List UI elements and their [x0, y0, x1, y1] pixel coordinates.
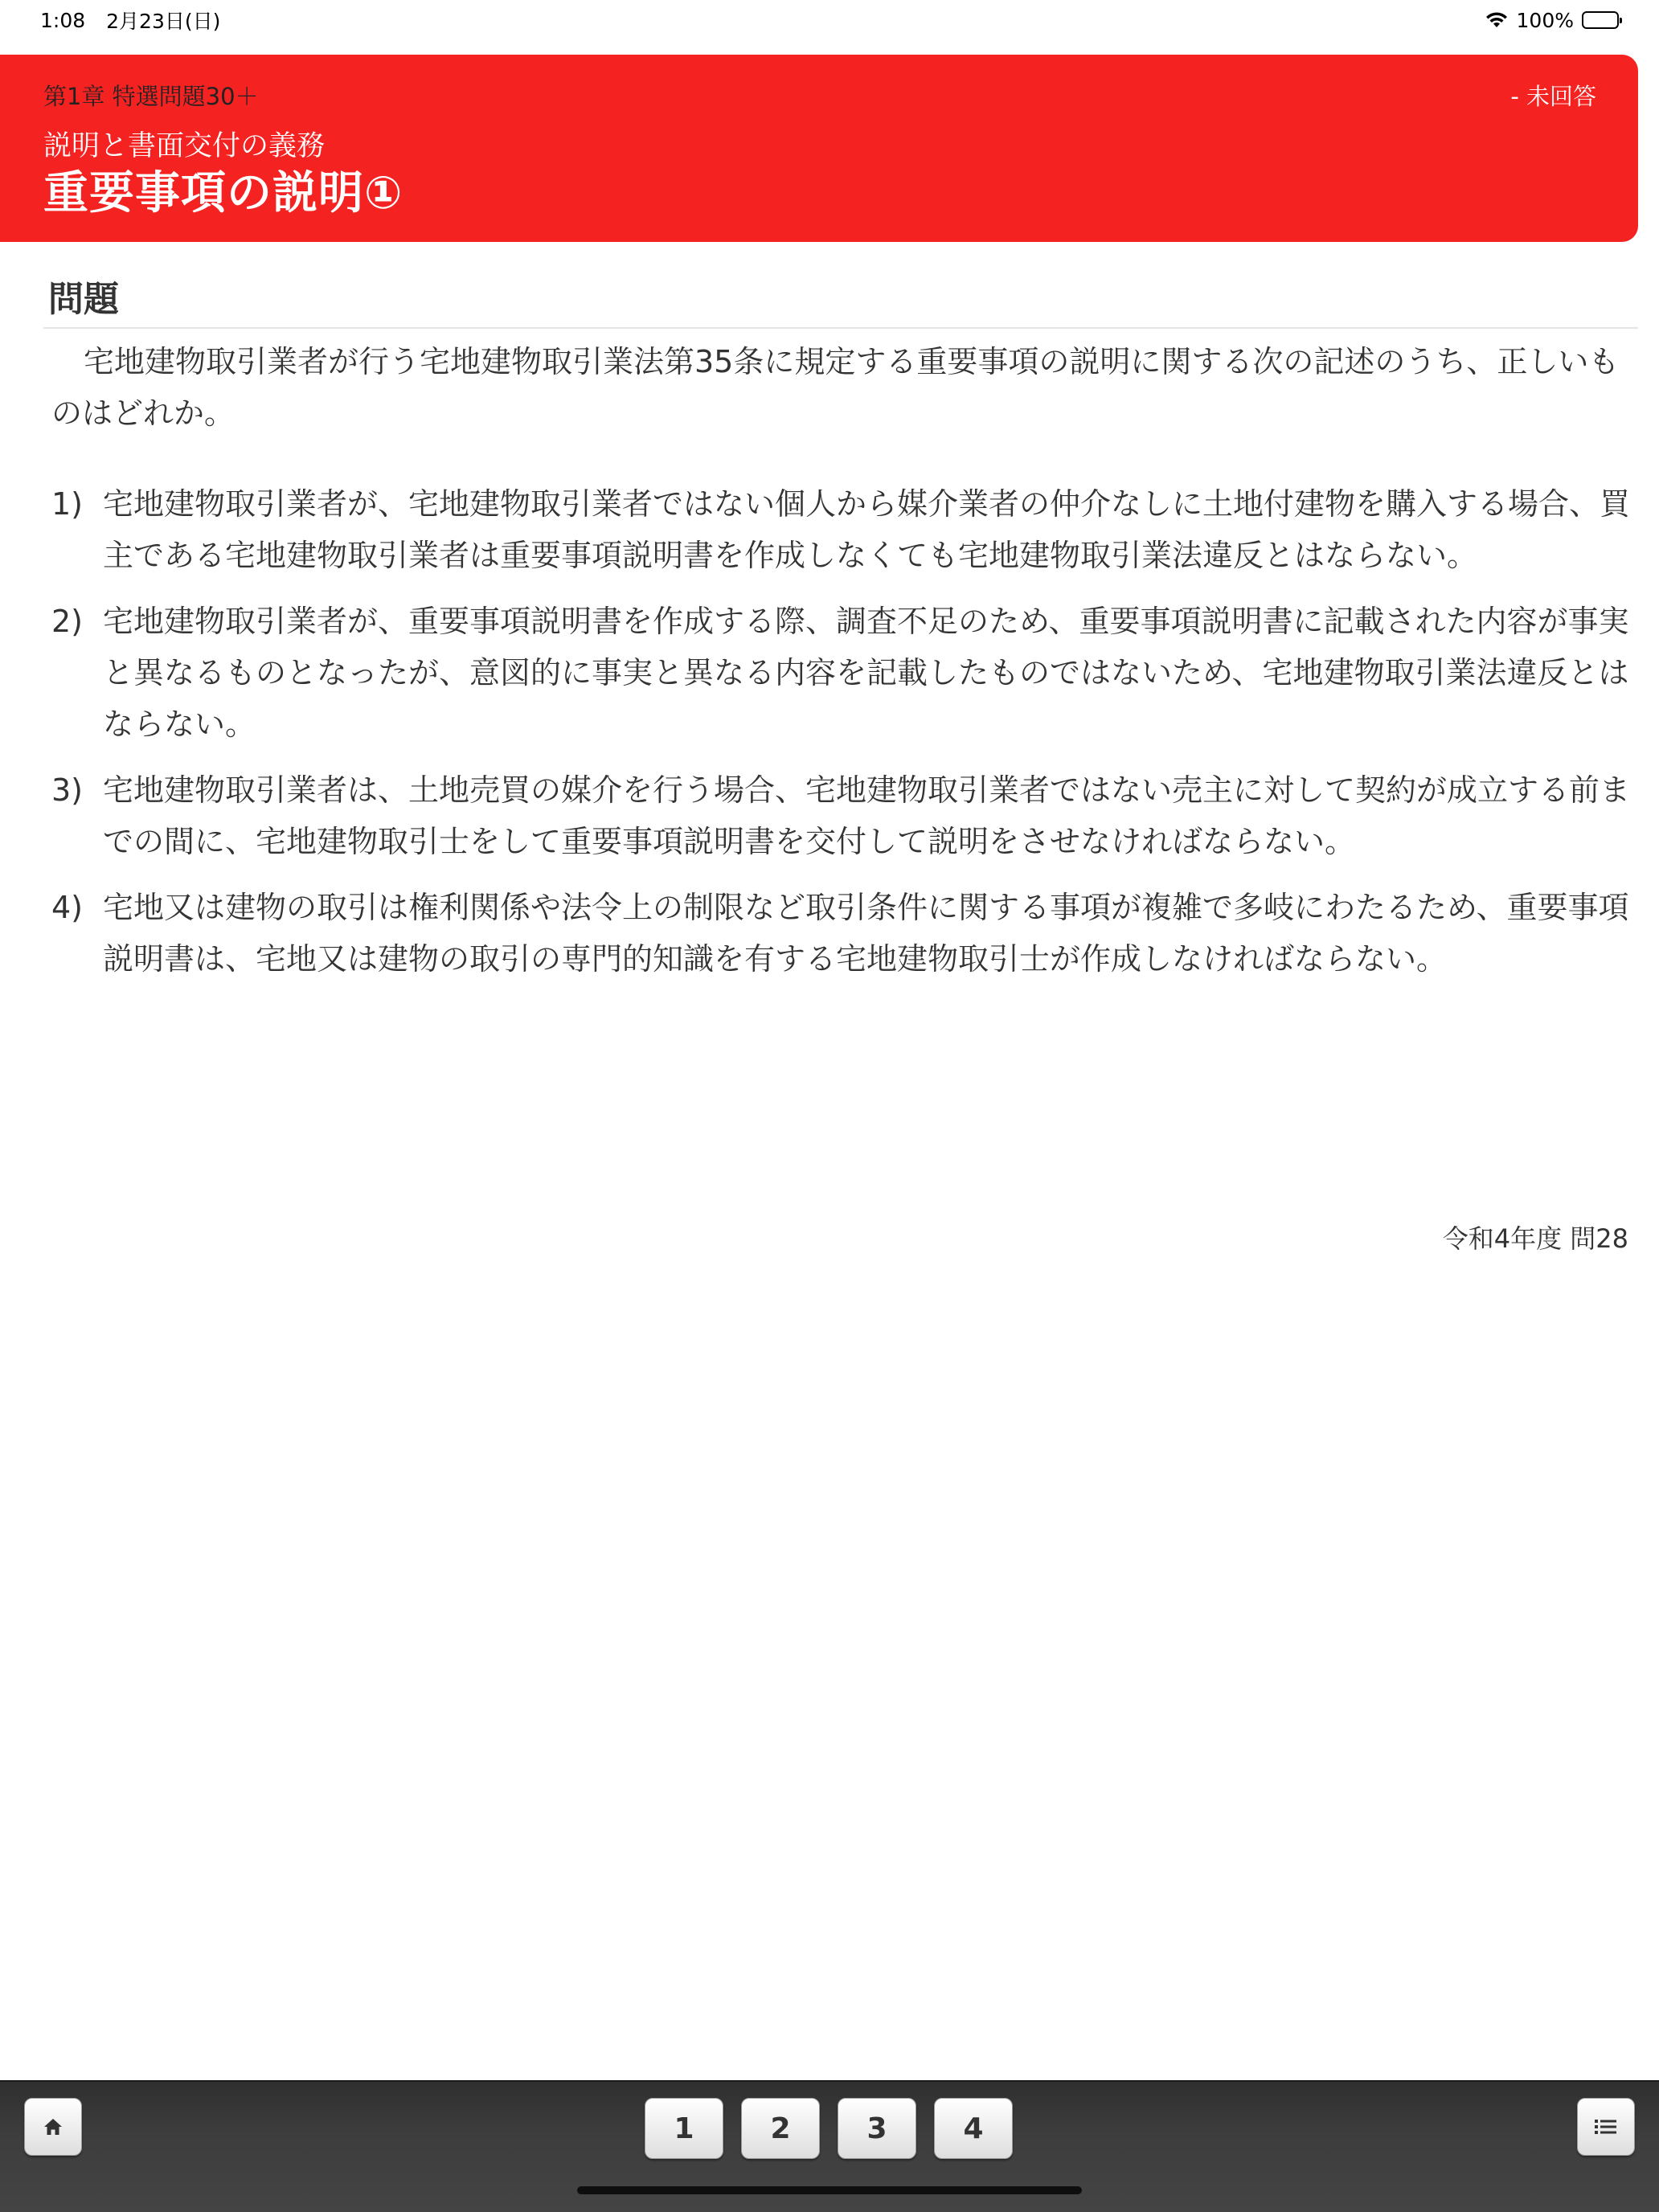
choice-item [51, 596, 1635, 750]
section-heading: 問題 [48, 279, 119, 320]
list-button[interactable] [1577, 2098, 1635, 2156]
status-time: 1:08 [40, 8, 86, 32]
home-button[interactable] [24, 2098, 82, 2156]
answer-button-1[interactable]: 1 [645, 2098, 723, 2159]
divider [43, 327, 1638, 329]
choice-number: 4) [51, 890, 84, 925]
answer-button-3[interactable]: 3 [838, 2098, 916, 2159]
choice-number: 1) [51, 486, 84, 522]
choice-text: 宅地又は建物の取引は権利関係や法令上の制限など取引条件に関する事項が複雑で多岐にわたるため、重要事項説明書は、宅地又は建物の取引の専門的知識を有する宅地建物取引士が作成しなければならない。 [103, 890, 1629, 977]
chapter-label: 第1章 特選問題30＋ [43, 83, 259, 110]
category-subtitle: 説明と書面交付の義務 [43, 130, 326, 162]
answer-button-4[interactable]: 4 [934, 2098, 1013, 2159]
status-date: 2月23日(日) [106, 10, 221, 33]
choice-item [51, 764, 1635, 867]
status-left [40, 6, 220, 35]
source-label: 令和4年度 問28 [1442, 1223, 1628, 1254]
home-icon [43, 2117, 63, 2136]
list-icon [1594, 2117, 1618, 2136]
question-text: 宅地建物取引業者が行う宅地建物取引業法第35条に規定する重要事項の説明に関する次の記述のうち、正しいものはどれか。 [51, 344, 1620, 431]
battery-icon [1582, 11, 1619, 29]
choice-item [51, 478, 1635, 581]
battery-percent: 100% [1516, 8, 1574, 32]
choice-text: 宅地建物取引業者が、宅地建物取引業者ではない個人から媒介業者の仲介なしに土地付建物を購入する場合、買主である宅地建物取引業者は重要事項説明書を作成しなくても宅地建物取引業法違反とはならない。 [103, 486, 1631, 573]
choice-number: 2) [51, 604, 84, 639]
choice-text: 宅地建物取引業者が、重要事項説明書を作成する際、調査不足のため、重要事項説明書に記載された内容が事実と異なるものとなったが、意図的に事実と異なる内容を記載したものではないため、宅地建物取引業法違反とはならない。 [103, 604, 1629, 742]
choice-item [51, 882, 1635, 985]
home-indicator [577, 2186, 1082, 2194]
answer-status: - 未回答 [1510, 83, 1596, 110]
status-bar [0, 0, 1659, 40]
choice-number: 3) [51, 772, 84, 808]
choice-list [51, 478, 1635, 999]
choice-text: 宅地建物取引業者は、土地売買の媒介を行う場合、宅地建物取引業者ではない売主に対して契約が成立する前までの間に、宅地建物取引士をして重要事項説明書を交付して説明をさせなければならない。 [103, 772, 1631, 859]
status-right [1485, 9, 1619, 32]
question-header [0, 55, 1638, 242]
question-title: 重要事項の説明① [43, 167, 403, 219]
answer-button-2[interactable]: 2 [741, 2098, 820, 2159]
wifi-icon [1485, 11, 1509, 29]
